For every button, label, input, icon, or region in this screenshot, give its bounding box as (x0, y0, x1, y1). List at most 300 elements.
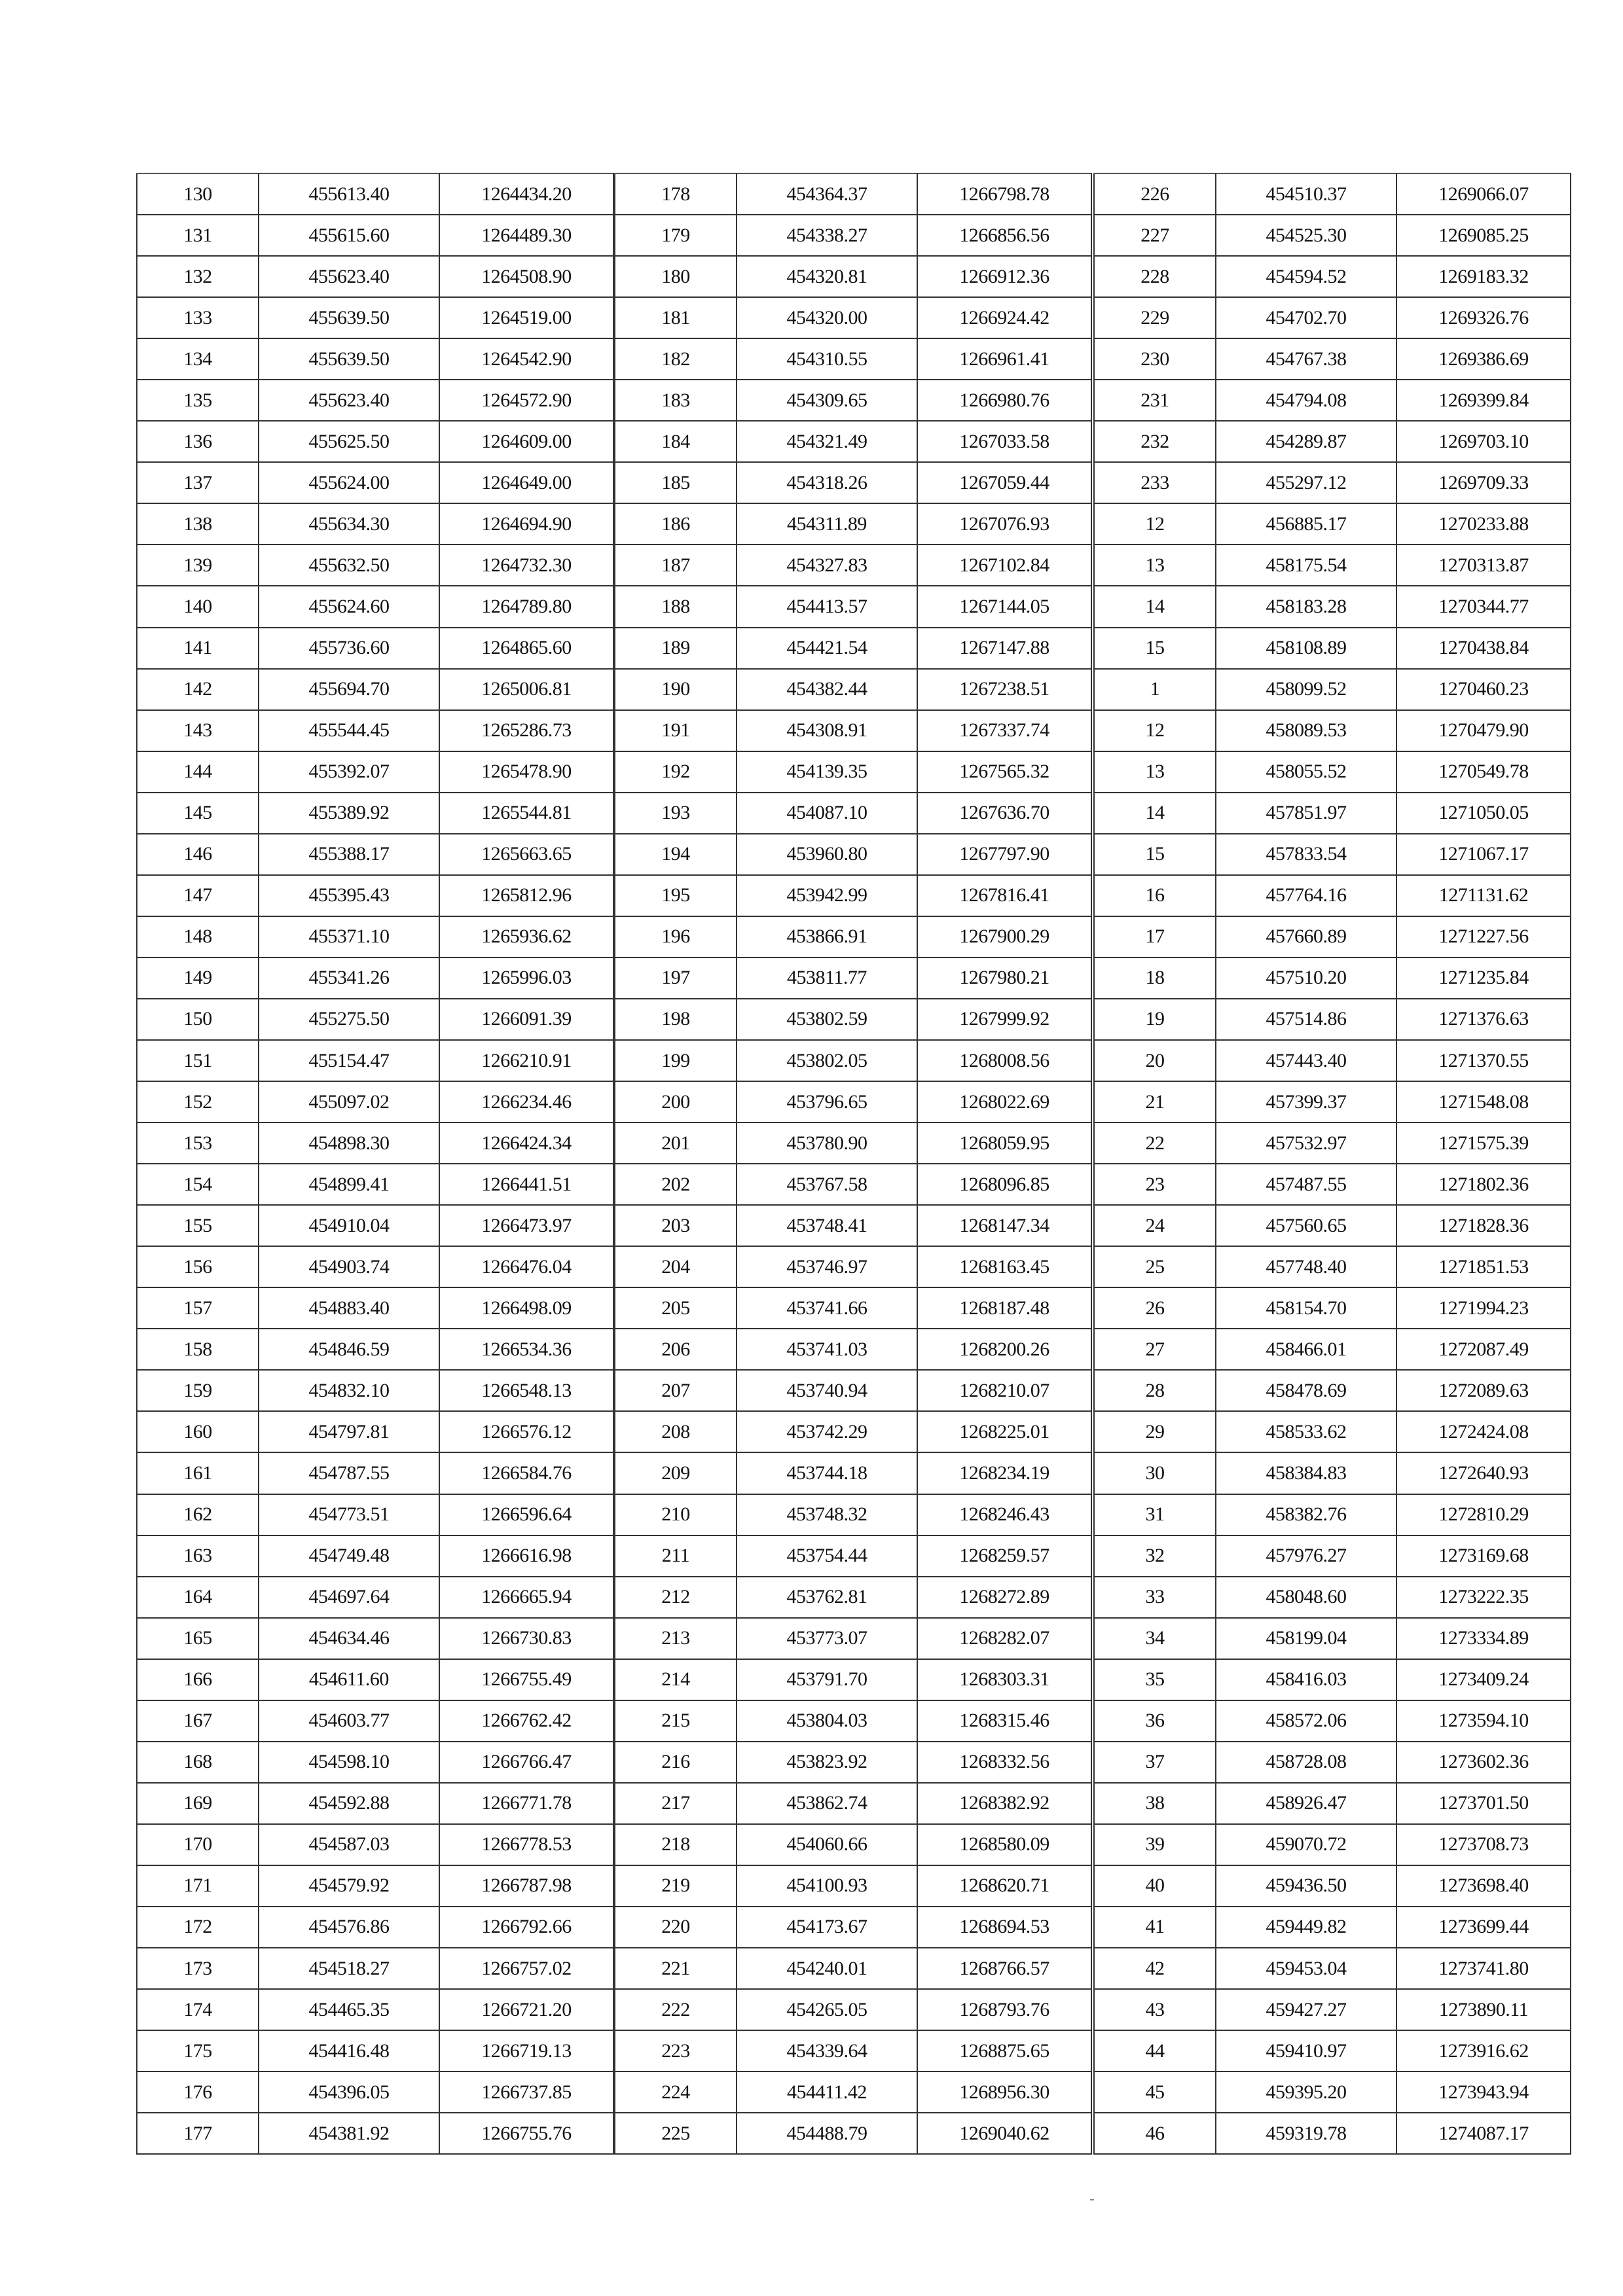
table-row (615, 545, 1091, 586)
table-row (137, 215, 613, 256)
x-coordinate-cell: 454576.86 (259, 1907, 439, 1948)
x-coordinate-cell: 458384.83 (1216, 1452, 1396, 1494)
point-number-cell: 33 (1094, 1577, 1216, 1618)
x-coordinate-cell: 455392.07 (259, 751, 439, 793)
point-number-cell: 233 (1094, 462, 1216, 503)
point-number-cell: 225 (615, 2113, 737, 2154)
point-number-cell: 167 (137, 1700, 259, 1742)
x-coordinate-cell: 454749.48 (259, 1535, 439, 1577)
y-coordinate-cell: 1266721.20 (439, 1989, 613, 2030)
point-number-cell: 204 (615, 1246, 737, 1287)
point-number-cell: 39 (1094, 1824, 1216, 1865)
y-coordinate-cell: 1272089.63 (1396, 1370, 1571, 1411)
y-coordinate-cell: 1270460.23 (1396, 669, 1571, 710)
point-number-cell: 212 (615, 1577, 737, 1618)
table-row (615, 669, 1091, 710)
x-coordinate-cell: 459070.72 (1216, 1824, 1396, 1865)
y-coordinate-cell: 1269399.84 (1396, 380, 1571, 421)
y-coordinate-cell: 1266792.66 (439, 1907, 613, 1948)
y-coordinate-cell: 1268793.76 (917, 1989, 1091, 2030)
y-coordinate-cell: 1271575.39 (1396, 1122, 1571, 1164)
table-row (137, 2030, 613, 2072)
table-row (137, 1122, 613, 1164)
x-coordinate-cell: 455613.40 (259, 173, 439, 215)
table-row (1094, 958, 1571, 999)
y-coordinate-cell: 1266924.42 (917, 297, 1091, 338)
table-row (137, 421, 613, 462)
point-number-cell: 34 (1094, 1618, 1216, 1659)
y-coordinate-cell: 1273169.68 (1396, 1535, 1571, 1577)
y-coordinate-cell: 1270438.84 (1396, 628, 1571, 669)
point-number-cell: 17 (1094, 916, 1216, 958)
x-coordinate-cell: 454797.81 (259, 1411, 439, 1452)
x-coordinate-cell: 458466.01 (1216, 1329, 1396, 1370)
y-coordinate-cell: 1268163.45 (917, 1246, 1091, 1287)
point-number-cell: 232 (1094, 421, 1216, 462)
x-coordinate-cell: 458572.06 (1216, 1700, 1396, 1742)
table-row (615, 1948, 1091, 1989)
y-coordinate-cell: 1267816.41 (917, 875, 1091, 916)
table-row (137, 1040, 613, 1081)
point-number-cell: 193 (615, 793, 737, 834)
point-number-cell: 189 (615, 628, 737, 669)
y-coordinate-cell: 1273594.10 (1396, 1700, 1571, 1742)
table-row (1094, 1287, 1571, 1329)
y-coordinate-cell: 1269085.25 (1396, 215, 1571, 256)
y-coordinate-cell: 1265812.96 (439, 875, 613, 916)
table-row (137, 710, 613, 751)
y-coordinate-cell: 1264649.00 (439, 462, 613, 503)
y-coordinate-cell: 1268315.46 (917, 1700, 1091, 1742)
point-number-cell: 132 (137, 256, 259, 297)
x-coordinate-cell: 453866.91 (737, 916, 917, 958)
table-row (1094, 1618, 1571, 1659)
x-coordinate-cell: 454060.66 (737, 1824, 917, 1865)
y-coordinate-cell: 1271994.23 (1396, 1287, 1571, 1329)
table-row (137, 380, 613, 421)
point-number-cell: 38 (1094, 1783, 1216, 1824)
x-coordinate-cell: 454318.26 (737, 462, 917, 503)
x-coordinate-cell: 453780.90 (737, 1122, 917, 1164)
point-number-cell: 21 (1094, 1081, 1216, 1122)
x-coordinate-cell: 454413.57 (737, 586, 917, 627)
y-coordinate-cell: 1273334.89 (1396, 1618, 1571, 1659)
table-row (1094, 834, 1571, 875)
point-number-cell: 231 (1094, 380, 1216, 421)
point-number-cell: 131 (137, 215, 259, 256)
table-row (615, 1783, 1091, 1824)
x-coordinate-cell: 454421.54 (737, 628, 917, 669)
point-number-cell: 158 (137, 1329, 259, 1370)
x-coordinate-cell: 454910.04 (259, 1205, 439, 1246)
point-number-cell: 130 (137, 173, 259, 215)
table-row (615, 1122, 1091, 1164)
y-coordinate-cell: 1264694.90 (439, 503, 613, 545)
y-coordinate-cell: 1266856.56 (917, 215, 1091, 256)
x-coordinate-cell: 455097.02 (259, 1081, 439, 1122)
table-row (615, 999, 1091, 1040)
table-row (137, 793, 613, 834)
x-coordinate-cell: 453823.92 (737, 1742, 917, 1783)
x-coordinate-cell: 457487.55 (1216, 1164, 1396, 1205)
y-coordinate-cell: 1267636.70 (917, 793, 1091, 834)
x-coordinate-cell: 455544.45 (259, 710, 439, 751)
y-coordinate-cell: 1266787.98 (439, 1865, 613, 1907)
x-coordinate-cell: 454525.30 (1216, 215, 1396, 256)
y-coordinate-cell: 1268694.53 (917, 1907, 1091, 1948)
x-coordinate-cell: 458533.62 (1216, 1411, 1396, 1452)
table-row (1094, 1452, 1571, 1494)
y-coordinate-cell: 1266755.49 (439, 1659, 613, 1700)
y-coordinate-cell: 1264572.90 (439, 380, 613, 421)
table-row (137, 1659, 613, 1700)
y-coordinate-cell: 1266596.64 (439, 1494, 613, 1535)
point-number-cell: 170 (137, 1824, 259, 1865)
x-coordinate-cell: 455634.30 (259, 503, 439, 545)
table-row (137, 1783, 613, 1824)
table-row (1094, 1700, 1571, 1742)
x-coordinate-cell: 453741.03 (737, 1329, 917, 1370)
point-number-cell: 42 (1094, 1948, 1216, 1989)
y-coordinate-cell: 1273943.94 (1396, 2072, 1571, 2113)
y-coordinate-cell: 1268147.34 (917, 1205, 1091, 1246)
y-coordinate-cell: 1266548.13 (439, 1370, 613, 1411)
x-coordinate-cell: 454883.40 (259, 1287, 439, 1329)
point-number-cell: 163 (137, 1535, 259, 1577)
x-coordinate-cell: 454382.44 (737, 669, 917, 710)
y-coordinate-cell: 1271802.36 (1396, 1164, 1571, 1205)
x-coordinate-cell: 455615.60 (259, 215, 439, 256)
y-coordinate-cell: 1267900.29 (917, 916, 1091, 958)
x-coordinate-cell: 459319.78 (1216, 2113, 1396, 2154)
table-row (137, 1535, 613, 1577)
point-number-cell: 14 (1094, 586, 1216, 627)
x-coordinate-cell: 458048.60 (1216, 1577, 1396, 1618)
point-number-cell: 206 (615, 1329, 737, 1370)
y-coordinate-cell: 1266755.76 (439, 2113, 613, 2154)
x-coordinate-cell: 457510.20 (1216, 958, 1396, 999)
x-coordinate-cell: 459453.04 (1216, 1948, 1396, 1989)
x-coordinate-cell: 454773.51 (259, 1494, 439, 1535)
x-coordinate-cell: 454611.60 (259, 1659, 439, 1700)
point-number-cell: 164 (137, 1577, 259, 1618)
point-number-cell: 19 (1094, 999, 1216, 1040)
y-coordinate-cell: 1273916.62 (1396, 2030, 1571, 2072)
table-row (615, 793, 1091, 834)
point-number-cell: 143 (137, 710, 259, 751)
y-coordinate-cell: 1265663.65 (439, 834, 613, 875)
coordinate-table-3 (1093, 173, 1571, 2155)
y-coordinate-cell: 1268956.30 (917, 2072, 1091, 2113)
y-coordinate-cell: 1271548.08 (1396, 1081, 1571, 1122)
point-number-cell: 30 (1094, 1452, 1216, 1494)
table-row (1094, 916, 1571, 958)
table-row (615, 1411, 1091, 1452)
x-coordinate-cell: 454381.92 (259, 2113, 439, 2154)
table-row (615, 173, 1091, 215)
y-coordinate-cell: 1268382.92 (917, 1783, 1091, 1824)
table-row (137, 586, 613, 627)
table-row (1094, 1865, 1571, 1907)
y-coordinate-cell: 1268246.43 (917, 1494, 1091, 1535)
point-number-cell: 12 (1094, 710, 1216, 751)
y-coordinate-cell: 1269709.33 (1396, 462, 1571, 503)
y-coordinate-cell: 1266534.36 (439, 1329, 613, 1370)
x-coordinate-cell: 455297.12 (1216, 462, 1396, 503)
x-coordinate-cell: 454634.46 (259, 1618, 439, 1659)
y-coordinate-cell: 1266091.39 (439, 999, 613, 1040)
y-coordinate-cell: 1268234.19 (917, 1452, 1091, 1494)
point-number-cell: 160 (137, 1411, 259, 1452)
x-coordinate-cell: 454702.70 (1216, 297, 1396, 338)
y-coordinate-cell: 1269183.32 (1396, 256, 1571, 297)
table-row (1094, 173, 1571, 215)
point-number-cell: 195 (615, 875, 737, 916)
y-coordinate-cell: 1268225.01 (917, 1411, 1091, 1452)
point-number-cell: 142 (137, 669, 259, 710)
table-row (615, 1535, 1091, 1577)
table-row (137, 297, 613, 338)
point-number-cell: 214 (615, 1659, 737, 1700)
y-coordinate-cell: 1272424.08 (1396, 1411, 1571, 1452)
y-coordinate-cell: 1267238.51 (917, 669, 1091, 710)
y-coordinate-cell: 1271851.53 (1396, 1246, 1571, 1287)
point-number-cell: 184 (615, 421, 737, 462)
y-coordinate-cell: 1268332.56 (917, 1742, 1091, 1783)
point-number-cell: 13 (1094, 751, 1216, 793)
table-row (615, 297, 1091, 338)
x-coordinate-cell: 454173.67 (737, 1907, 917, 1948)
y-coordinate-cell: 1266665.94 (439, 1577, 613, 1618)
table-row (615, 1824, 1091, 1865)
point-number-cell: 173 (137, 1948, 259, 1989)
x-coordinate-cell: 455341.26 (259, 958, 439, 999)
x-coordinate-cell: 453862.74 (737, 1783, 917, 1824)
x-coordinate-cell: 454310.55 (737, 338, 917, 380)
coordinate-table-3-body (1094, 173, 1571, 2154)
y-coordinate-cell: 1266719.13 (439, 2030, 613, 2072)
point-number-cell: 165 (137, 1618, 259, 1659)
x-coordinate-cell: 457748.40 (1216, 1246, 1396, 1287)
x-coordinate-cell: 454308.91 (737, 710, 917, 751)
y-coordinate-cell: 1272087.49 (1396, 1329, 1571, 1370)
x-coordinate-cell: 455736.60 (259, 628, 439, 669)
point-number-cell: 222 (615, 1989, 737, 2030)
point-number-cell: 20 (1094, 1040, 1216, 1081)
point-number-cell: 217 (615, 1783, 737, 1824)
y-coordinate-cell: 1271828.36 (1396, 1205, 1571, 1246)
y-coordinate-cell: 1264732.30 (439, 545, 613, 586)
x-coordinate-cell: 455154.47 (259, 1040, 439, 1081)
y-coordinate-cell: 1268272.89 (917, 1577, 1091, 1618)
x-coordinate-cell: 454587.03 (259, 1824, 439, 1865)
x-coordinate-cell: 453811.77 (737, 958, 917, 999)
point-number-cell: 216 (615, 1742, 737, 1783)
table-row (137, 1494, 613, 1535)
x-coordinate-cell: 454139.35 (737, 751, 917, 793)
point-number-cell: 180 (615, 256, 737, 297)
point-number-cell: 159 (137, 1370, 259, 1411)
x-coordinate-cell: 457560.65 (1216, 1205, 1396, 1246)
x-coordinate-cell: 458382.76 (1216, 1494, 1396, 1535)
x-coordinate-cell: 455632.50 (259, 545, 439, 586)
table-row (137, 875, 613, 916)
x-coordinate-cell: 456885.17 (1216, 503, 1396, 545)
table-row (137, 173, 613, 215)
table-row (137, 999, 613, 1040)
y-coordinate-cell: 1271376.63 (1396, 999, 1571, 1040)
x-coordinate-cell: 459395.20 (1216, 2072, 1396, 2113)
x-coordinate-cell: 454320.81 (737, 256, 917, 297)
y-coordinate-cell: 1267033.58 (917, 421, 1091, 462)
point-number-cell: 28 (1094, 1370, 1216, 1411)
point-number-cell: 201 (615, 1122, 737, 1164)
point-number-cell: 139 (137, 545, 259, 586)
y-coordinate-cell: 1268620.71 (917, 1865, 1091, 1907)
y-coordinate-cell: 1269386.69 (1396, 338, 1571, 380)
table-row (615, 462, 1091, 503)
point-number-cell: 154 (137, 1164, 259, 1205)
y-coordinate-cell: 1265936.62 (439, 916, 613, 958)
y-coordinate-cell: 1266980.76 (917, 380, 1091, 421)
x-coordinate-cell: 457443.40 (1216, 1040, 1396, 1081)
table-row (1094, 1659, 1571, 1700)
x-coordinate-cell: 457976.27 (1216, 1535, 1396, 1577)
table-row (137, 1452, 613, 1494)
x-coordinate-cell: 454338.27 (737, 215, 917, 256)
table-row (1094, 999, 1571, 1040)
table-row (1094, 1535, 1571, 1577)
y-coordinate-cell: 1267059.44 (917, 462, 1091, 503)
y-coordinate-cell: 1268022.69 (917, 1081, 1091, 1122)
x-coordinate-cell: 454087.10 (737, 793, 917, 834)
y-coordinate-cell: 1273708.73 (1396, 1824, 1571, 1865)
table-row (137, 1742, 613, 1783)
point-number-cell: 215 (615, 1700, 737, 1742)
y-coordinate-cell: 1265996.03 (439, 958, 613, 999)
table-row (1094, 793, 1571, 834)
point-number-cell: 208 (615, 1411, 737, 1452)
table-row (1094, 1411, 1571, 1452)
point-number-cell: 176 (137, 2072, 259, 2113)
table-row (1094, 545, 1571, 586)
point-number-cell: 161 (137, 1452, 259, 1494)
point-number-cell: 147 (137, 875, 259, 916)
table-row (137, 1411, 613, 1452)
y-coordinate-cell: 1273890.11 (1396, 1989, 1571, 2030)
y-coordinate-cell: 1268059.95 (917, 1122, 1091, 1164)
point-number-cell: 181 (615, 297, 737, 338)
y-coordinate-cell: 1266766.47 (439, 1742, 613, 1783)
table-row (137, 1370, 613, 1411)
point-number-cell: 168 (137, 1742, 259, 1783)
point-number-cell: 44 (1094, 2030, 1216, 2072)
point-number-cell: 207 (615, 1370, 737, 1411)
y-coordinate-cell: 1268096.85 (917, 1164, 1091, 1205)
table-row (615, 1865, 1091, 1907)
y-coordinate-cell: 1266441.51 (439, 1164, 613, 1205)
point-number-cell: 221 (615, 1948, 737, 1989)
point-number-cell: 43 (1094, 1989, 1216, 2030)
point-number-cell: 210 (615, 1494, 737, 1535)
point-number-cell: 46 (1094, 2113, 1216, 2154)
y-coordinate-cell: 1267980.21 (917, 958, 1091, 999)
table-row (137, 1577, 613, 1618)
x-coordinate-cell: 453767.58 (737, 1164, 917, 1205)
y-coordinate-cell: 1270549.78 (1396, 751, 1571, 793)
x-coordinate-cell: 453746.97 (737, 1246, 917, 1287)
table-row (1094, 710, 1571, 751)
y-coordinate-cell: 1266798.78 (917, 173, 1091, 215)
x-coordinate-cell: 455388.17 (259, 834, 439, 875)
table-row (1094, 2030, 1571, 2072)
y-coordinate-cell: 1266778.53 (439, 1824, 613, 1865)
table-row (1094, 1577, 1571, 1618)
table-row (1094, 1783, 1571, 1824)
y-coordinate-cell: 1266424.34 (439, 1122, 613, 1164)
point-number-cell: 153 (137, 1122, 259, 1164)
y-coordinate-cell: 1269703.10 (1396, 421, 1571, 462)
point-number-cell: 174 (137, 1989, 259, 2030)
point-number-cell: 218 (615, 1824, 737, 1865)
table-row (137, 669, 613, 710)
point-number-cell: 230 (1094, 338, 1216, 380)
x-coordinate-cell: 459449.82 (1216, 1907, 1396, 1948)
coordinate-table-2-body (615, 173, 1091, 2154)
point-number-cell: 219 (615, 1865, 737, 1907)
point-number-cell: 141 (137, 628, 259, 669)
y-coordinate-cell: 1267797.90 (917, 834, 1091, 875)
point-number-cell: 144 (137, 751, 259, 793)
point-number-cell: 145 (137, 793, 259, 834)
point-number-cell: 140 (137, 586, 259, 627)
x-coordinate-cell: 453762.81 (737, 1577, 917, 1618)
point-number-cell: 194 (615, 834, 737, 875)
point-number-cell: 200 (615, 1081, 737, 1122)
table-row (1094, 380, 1571, 421)
table-row (615, 2030, 1091, 2072)
point-number-cell: 171 (137, 1865, 259, 1907)
point-number-cell: 169 (137, 1783, 259, 1824)
x-coordinate-cell: 454832.10 (259, 1370, 439, 1411)
y-coordinate-cell: 1271131.62 (1396, 875, 1571, 916)
table-row (1094, 1907, 1571, 1948)
x-coordinate-cell: 454592.88 (259, 1783, 439, 1824)
x-coordinate-cell: 453802.05 (737, 1040, 917, 1081)
x-coordinate-cell: 458055.52 (1216, 751, 1396, 793)
x-coordinate-cell: 455639.50 (259, 297, 439, 338)
point-number-cell: 13 (1094, 545, 1216, 586)
table-row (615, 834, 1091, 875)
point-number-cell: 172 (137, 1907, 259, 1948)
y-coordinate-cell: 1265286.73 (439, 710, 613, 751)
table-row (615, 1577, 1091, 1618)
table-row (137, 503, 613, 545)
point-number-cell: 14 (1094, 793, 1216, 834)
point-number-cell: 27 (1094, 1329, 1216, 1370)
table-row (137, 1164, 613, 1205)
table-row (1094, 421, 1571, 462)
y-coordinate-cell: 1267144.05 (917, 586, 1091, 627)
x-coordinate-cell: 455639.50 (259, 338, 439, 380)
y-coordinate-cell: 1266737.85 (439, 2072, 613, 2113)
x-coordinate-cell: 458416.03 (1216, 1659, 1396, 1700)
point-number-cell: 31 (1094, 1494, 1216, 1535)
x-coordinate-cell: 453791.70 (737, 1659, 917, 1700)
table-row (615, 1659, 1091, 1700)
table-row (615, 1246, 1091, 1287)
point-number-cell: 229 (1094, 297, 1216, 338)
